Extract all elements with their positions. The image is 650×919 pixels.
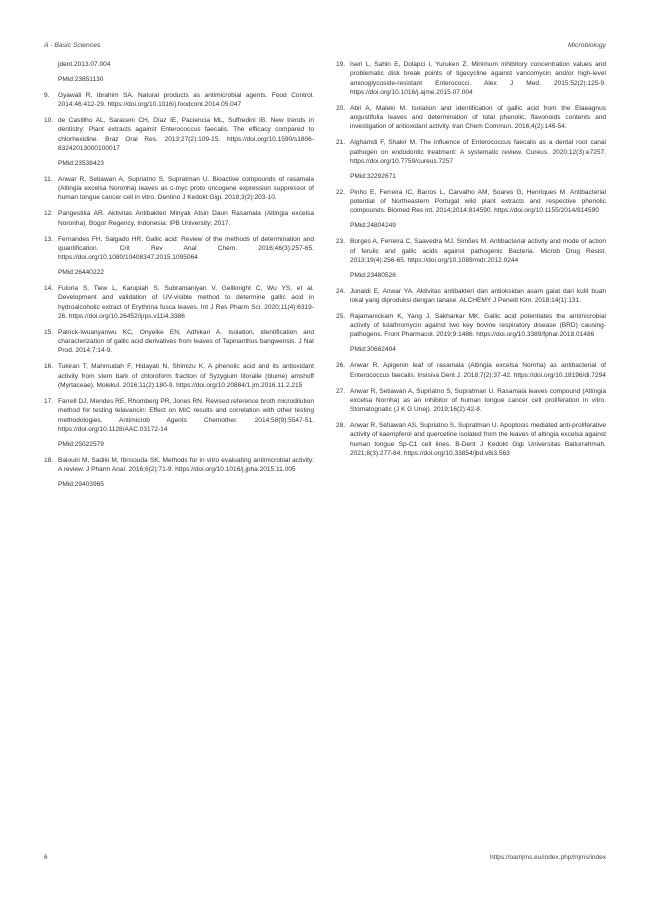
reference-entry <box>336 312 606 355</box>
reference-entry <box>44 328 314 356</box>
reference-list-left <box>44 91 314 489</box>
reference-entry <box>44 175 314 203</box>
reference-pmid: PMid:26440222 <box>58 268 104 276</box>
reference-continuation: jdent.2013.07.004 PMid:23851130 <box>58 61 111 83</box>
reference-number: 20. <box>336 104 346 112</box>
reference-pmid: PMid:30662404 <box>350 346 396 354</box>
reference-entry <box>336 188 606 231</box>
reference-text: Gyawali R, Ibrahim SA. Natural products as antimicrobial agents. Food Control. 2014;46:412-29. https://doi.org/10.1016/j.foodcont.2014.05.047 <box>58 91 314 109</box>
reference-text: Balouiri M, Sadiki M, Ibnsouda SK. Methods for in vitro evaluating antimicrobial activity: A review. J Pharm Anal. 2016;6(2):71-9. https://doi.org/10.1016/j.jpha.2015.11.005 PMid:29403965 <box>58 456 314 488</box>
reference-number: 12. <box>44 210 54 218</box>
reference-pmid: PMid:24804249 <box>350 222 396 230</box>
reference-number: 22. <box>336 188 346 196</box>
reference-number: 9. <box>44 91 50 99</box>
reference-text: Pangestika AR. Aktivitas Antibakteri Minyak Atsiri Daun Rasamala (Altingia excelsa Noronha). Bogor Regency, Indonesia: IPB University; 2017. <box>58 210 314 227</box>
reference-text: Fuloria S, Tiew L, Karupiah S, Subramaniyan V, Gellknight C, Wu YS, et al. Development and validation of UV-visible method to determine gallic acid in hydroalcoholic extract of Erythrina fusca leaves. Int J Res Pharm Sci. 2020;11(4):6319-26. https://doi.org/10.26452/ijrps.v11i4.3386 <box>58 284 314 320</box>
reference-number: 28. <box>336 422 346 430</box>
reference-text: de Castilho AL, Saraceni CH, Díaz IE, Paciencia ML, Suffredini IB. New trends in dentistry: Plant extracts against Enterococcus faecalis. The efficacy compared to chlorhexidine. Braz Oral Res. 2013;27(2):109-15. https://doi.org/10.1590/s1806-83242013000100017 PMid:23538423 <box>58 117 314 167</box>
reference-number: 10. <box>44 117 54 125</box>
reference-entry <box>44 456 314 489</box>
reference-entry <box>44 362 314 390</box>
reference-number: 25. <box>336 312 346 320</box>
reference-pmid: PMid:32292671 <box>350 172 396 180</box>
reference-text: Iseri L, Sahin E, Dolapci I, Yuruken Z. Minimum inhibitory concentration values and problematic disk break points of tigecycline against vancomycin and/or high-level aminoglycoside-resistant Enterococci. Alex J Med. 2015;52(2):125-9. https://doi.org/10.1016/j.ajme.2015.07.004 <box>350 61 606 96</box>
reference-pmid: PMid:29403965 <box>58 480 104 488</box>
reference-number: 16. <box>44 363 54 371</box>
reference-list-right <box>336 60 606 458</box>
reference-number: 15. <box>44 328 54 336</box>
journal-url: https://oamjms.eu/index.php/mjms/index <box>490 854 606 861</box>
reference-text: Anwar R, Setiawan A, Supriatno S, Supratman U. Rasamala leaves compound (Altingia excelsa Nornha) as an inhibitor of human tongue cancer cell proliferation in vitro. Stomatognatic (J K G Unej). 2019;16(2):42-8. <box>350 387 606 414</box>
reference-text: Rajamanickam K, Yang J, Sakharkar MK. Gallic acid potentiates the antimicrobial activity of tulathromycin against two key bovine respiratory disease (BRD) causing-pathogens. Front Pharmacol. 2019;9:1486. https://doi.org/10.3389/fphar.2018.01486 PMid:30662404 <box>350 312 606 354</box>
reference-entry <box>336 138 606 181</box>
reference-entry <box>336 421 606 458</box>
reference-number: 18. <box>44 456 54 464</box>
reference-text: Anwar R, Setiawan AS, Supriatno S, Supratman U. Apoptosis mediated anti-proliferative activity of kaempferol and quercetine isolated from the leaves of altingia excelsa against human tongue Sp-C1 cell lines. B-Dent J Kedokt Gigi Universitas Baiturrahmah. 2021;8(3):277-84. https://doi.org/10.33854/jbd.v8i3.563 <box>350 422 606 457</box>
reference-text: Anwar R. Apigenin leaf of rasamala (Altingia excelsa Nornha) as antibacterial of Enterococcus faecalis. Insisiva Dent J. 2018;7(2):37-42. https://doi.org/10.18196/di.7294 <box>350 362 606 379</box>
reference-entry <box>336 287 606 306</box>
reference-text: Abil A, Maleki M. Isolation and identification of gallic acid from the Elaeagnus angustifolia leaves and determination of total phenolic, flavonoids contents and investigation of antioxidant activity. Iran Chem Commun. 2016;4(2):146-54. <box>350 104 606 131</box>
reference-text: Pinho E, Ferreira IC, Barros L, Carvalho AM, Soares G, Henriques M. Antibacterial potential of Northeastern Portugal wild plant extracts and respective phenolic compounds. Biomed Res Int. 2014;2014:814590. https://doi.org/10.1155/2014/814590 PMid:24804249 <box>350 188 606 230</box>
reference-text: Patrick-Iwuanyanwu KC, Onyeike EN, Adhikari A. Isolation, identification and characterization of gallic acid derivatives from leaves of Tapinanthus bangwensis. J Nat Prod. 2014;7:14-9. <box>58 328 314 355</box>
reference-number: 26. <box>336 362 346 370</box>
reference-number: 19. <box>336 61 346 68</box>
reference-entry <box>44 397 314 449</box>
reference-number: 11. <box>44 175 53 183</box>
reference-entry <box>336 104 606 132</box>
reference-number: 14. <box>44 284 54 292</box>
reference-entry <box>44 284 314 321</box>
reference-text: Tukiran T, Mahmudah F, Hidayati N, Shimizu K. A phenolic acid and its antioxidant activity from stem bark of chloroform fraction of Syzygium litoralle (blume) amshoff (Myrtaceae). Molekul. 2016;11(2):180-9. https://doi.org/10.20884/1.jm.2016.11.2.215 <box>58 363 314 390</box>
reference-entry <box>336 237 606 280</box>
reference-entry <box>336 361 606 380</box>
reference-number: 24. <box>336 287 346 295</box>
reference-pmid: PMid:23480526 <box>350 271 396 279</box>
page-number: 6 <box>44 854 48 861</box>
reference-text: Fernandes FH, Salgado HR. Gallic acid: Review of the methods of determination and quantification. Crit Rev Anal Chem. 2016;46(3):257-65. https://doi.org/10.1080/10408347.2015.1095064 PMid:26440222 <box>58 235 314 276</box>
reference-entry <box>44 235 314 278</box>
reference-pmid: PMid:23538423 <box>58 159 104 167</box>
reference-number: 21. <box>336 139 346 147</box>
running-header-topic: Microbiology <box>567 42 606 49</box>
running-header-section: A - Basic Sciences <box>44 42 101 49</box>
reference-text: Junaidi E, Anwar YA. Aktivitas antibakteri dan antioksidan asam galat dari kulit buah lokal yang diproduksi dengan tanase. ALCHEMY J Penelit Kim. 2018;14(1):131. <box>350 287 606 304</box>
reference-entry <box>336 387 606 415</box>
reference-entry <box>44 209 314 228</box>
reference-number: 23. <box>336 238 346 246</box>
reference-text: Anwar R, Setiawan A, Supriatno S, Supratman U. Bioactive compounds of rasamala (Altingia excelsa Noronha) leaves as c-myc proto oncogene expression suppressor of human tongue cancer cell in vitro. Dentino J Kedokt Gigi. 2018;3(2):203-10. <box>58 175 314 202</box>
references-right-column <box>336 60 606 465</box>
reference-pmid: PMid:25022579 <box>58 440 104 448</box>
reference-text: Farrell DJ, Mendes RE, Rhomberg PR, Jones RN. Revised reference broth microdilution method for testing telavancin: Effect on MIC results and correlation with other testing methodologies. Antimicrob Agents Chemother. 2014;58(9):5547-51. https://doi.org/10.1128/AAC.03172-14 PMid:25022579 <box>58 398 314 448</box>
reference-number: 17. <box>44 398 54 405</box>
reference-number: 13. <box>44 235 54 243</box>
reference-entry <box>336 60 606 97</box>
references-left-column <box>44 60 314 496</box>
reference-number: 27. <box>336 387 346 395</box>
reference-entry <box>44 116 314 168</box>
reference-text: Alghamdi F, Shakir M. The influence of Enterococcus faecalis as a dental root canal pathogen on endodontic treatment: A systematic review. Cureus. 2020;12(3):e7257. https://doi.org/10.7759/cureus.7257 PMid:32292671 <box>350 139 606 180</box>
reference-text: Borges A, Ferreira C, Saavedra MJ, Simões M. Antibacterial activity and mode of action of ferulic and gallic acids against pathogenic Bacteria. Microb Drug Resist. 2013;19(4):256-65. https://doi.org/10.1089/mdr.2012.0244 PMid:23480526 <box>350 238 606 279</box>
reference-entry <box>44 91 314 110</box>
